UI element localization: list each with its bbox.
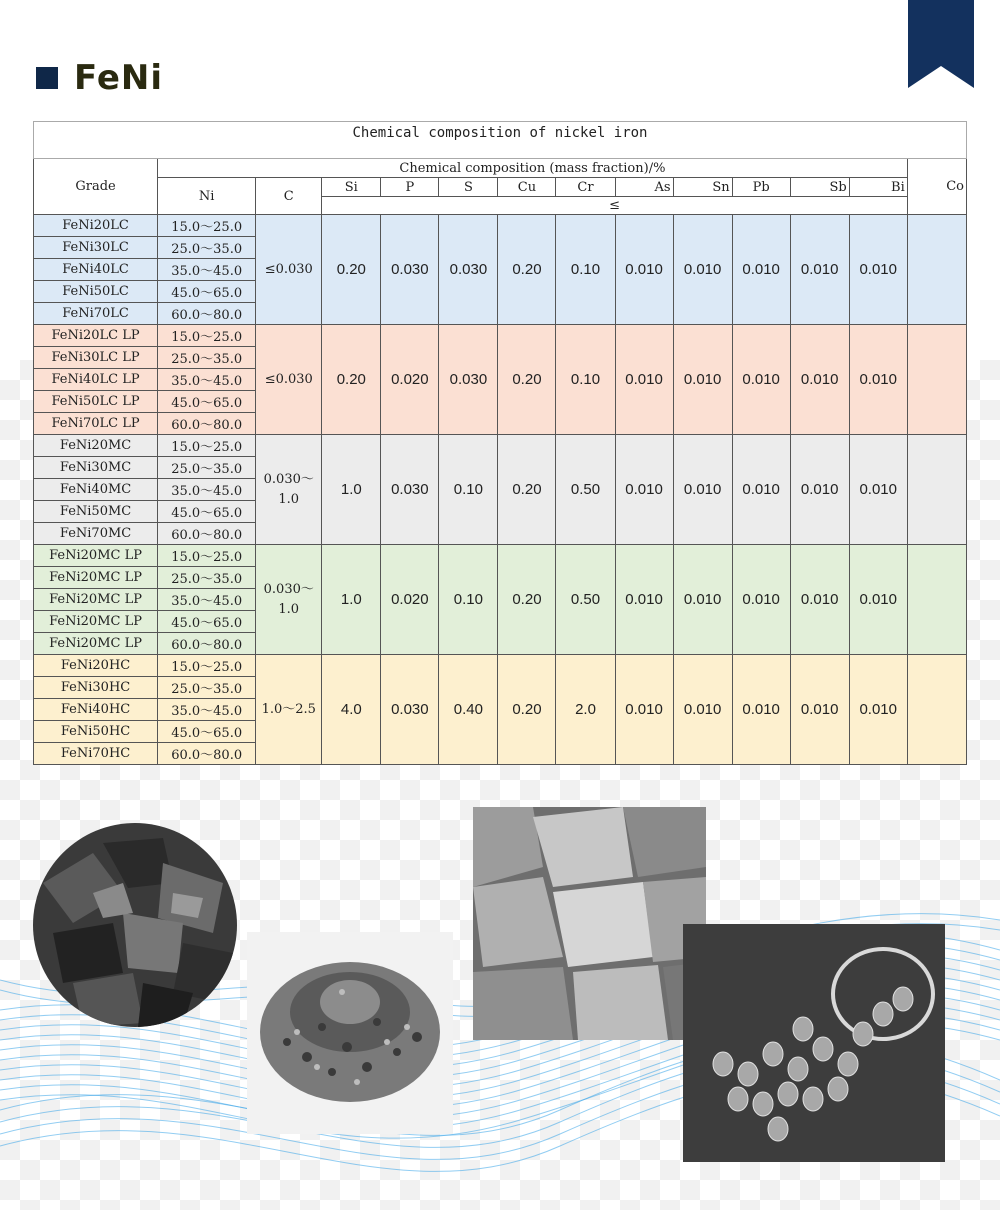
ni-range-cell: 60.0～80.0 — [158, 743, 256, 765]
ni-range-cell: 60.0～80.0 — [158, 523, 256, 545]
value-cell-cr: 0.50 — [556, 435, 615, 545]
ni-range-cell: 60.0～80.0 — [158, 633, 256, 655]
table-row — [34, 545, 967, 567]
value-cell-s: 0.030 — [439, 215, 498, 325]
value-cell-as: 0.010 — [615, 325, 673, 435]
carbon-cell-lc: ≤0.030 — [256, 215, 322, 325]
grade-cell: FeNi20MC LP — [34, 545, 158, 567]
column-header-co: Co — [907, 159, 966, 215]
value-cell-si: 1.0 — [322, 545, 381, 655]
column-header-bi: Bi — [849, 178, 907, 197]
ni-range-cell: 25.0～35.0 — [158, 567, 256, 589]
value-cell-sn: 0.010 — [673, 655, 732, 765]
value-cell-pb: 0.010 — [732, 435, 790, 545]
value-cell-pb: 0.010 — [732, 655, 790, 765]
grade-cell: FeNi20MC — [34, 435, 158, 457]
grade-cell: FeNi30MC — [34, 457, 158, 479]
ni-range-cell: 35.0～45.0 — [158, 369, 256, 391]
grade-cell: FeNi40LC — [34, 259, 158, 281]
value-cell-sn: 0.010 — [673, 215, 732, 325]
value-cell-p: 0.030 — [381, 655, 439, 765]
value-cell-s: 0.10 — [439, 545, 498, 655]
ni-range-cell: 25.0～35.0 — [158, 457, 256, 479]
grade-cell: FeNi20MC LP — [34, 633, 158, 655]
title-square-icon — [36, 67, 58, 89]
value-cell-p: 0.030 — [381, 215, 439, 325]
column-header-ni: Ni — [158, 178, 256, 215]
value-cell-p: 0.020 — [381, 325, 439, 435]
grade-cell: FeNi40MC — [34, 479, 158, 501]
column-header-cr: Cr — [556, 178, 615, 197]
value-cell-s: 0.10 — [439, 435, 498, 545]
ni-range-cell: 35.0～45.0 — [158, 259, 256, 281]
grade-cell: FeNi50LC — [34, 281, 158, 303]
le-symbol: ≤ — [322, 197, 907, 215]
value-cell-sn: 0.010 — [673, 325, 732, 435]
ni-range-cell: 15.0～25.0 — [158, 325, 256, 347]
table-row — [34, 435, 967, 457]
grade-cell: FeNi20MC LP — [34, 567, 158, 589]
value-cell-pb: 0.010 — [732, 545, 790, 655]
value-cell-cu: 0.20 — [498, 215, 556, 325]
value-cell-bi: 0.010 — [849, 545, 907, 655]
grade-cell: FeNi20HC — [34, 655, 158, 677]
value-cell-cr: 2.0 — [556, 655, 615, 765]
column-header-sn: Sn — [673, 178, 732, 197]
value-cell-as: 0.010 — [615, 545, 673, 655]
ni-range-cell: 15.0～25.0 — [158, 545, 256, 567]
value-cell-si: 1.0 — [322, 435, 381, 545]
ni-range-cell: 45.0～65.0 — [158, 721, 256, 743]
value-cell-pb: 0.010 — [732, 325, 790, 435]
ni-range-cell: 25.0～35.0 — [158, 237, 256, 259]
grade-cell: FeNi50MC — [34, 501, 158, 523]
value-cell-cu: 0.20 — [498, 545, 556, 655]
ni-range-cell: 45.0～65.0 — [158, 281, 256, 303]
value-cell-sb: 0.010 — [790, 325, 849, 435]
column-header-c: C — [256, 178, 322, 215]
granule-ferronickel-photo — [247, 932, 453, 1134]
value-cell-cu: 0.20 — [498, 435, 556, 545]
ni-range-cell: 45.0～65.0 — [158, 501, 256, 523]
grade-cell: FeNi40LC LP — [34, 369, 158, 391]
grade-cell: FeNi20MC LP — [34, 611, 158, 633]
ni-range-cell: 25.0～35.0 — [158, 347, 256, 369]
value-cell-bi: 0.010 — [849, 215, 907, 325]
grade-cell: FeNi70MC — [34, 523, 158, 545]
value-cell-co — [907, 655, 966, 765]
column-header-sb: Sb — [790, 178, 849, 197]
column-header-as: As — [615, 178, 673, 197]
value-cell-si: 0.20 — [322, 215, 381, 325]
value-cell-sn: 0.010 — [673, 435, 732, 545]
value-cell-cu: 0.20 — [498, 655, 556, 765]
value-cell-sb: 0.010 — [790, 545, 849, 655]
ni-range-cell: 15.0～25.0 — [158, 655, 256, 677]
column-header-p: P — [381, 178, 439, 197]
ni-range-cell: 45.0～65.0 — [158, 391, 256, 413]
value-cell-co — [907, 325, 966, 435]
value-cell-as: 0.010 — [615, 435, 673, 545]
value-cell-sb: 0.010 — [790, 655, 849, 765]
bookmark-ribbon-icon — [908, 0, 974, 88]
grade-cell: FeNi20LC — [34, 215, 158, 237]
value-cell-pb: 0.010 — [732, 215, 790, 325]
value-cell-co — [907, 545, 966, 655]
value-cell-p: 0.020 — [381, 545, 439, 655]
pellet-ferronickel-photo — [683, 924, 945, 1162]
value-cell-cr: 0.10 — [556, 325, 615, 435]
carbon-cell-mc: 0.030～1.0 — [256, 435, 322, 545]
column-header-si: Si — [322, 178, 381, 197]
value-cell-sn: 0.010 — [673, 545, 732, 655]
value-cell-sb: 0.010 — [790, 435, 849, 545]
page-title: FeNi — [74, 58, 164, 98]
group-header: Chemical composition (mass fraction)/% — [158, 159, 908, 178]
column-header-cu: Cu — [498, 178, 556, 197]
ni-range-cell: 35.0～45.0 — [158, 589, 256, 611]
value-cell-cr: 0.10 — [556, 215, 615, 325]
ni-range-cell: 15.0～25.0 — [158, 435, 256, 457]
value-cell-bi: 0.010 — [849, 435, 907, 545]
grade-cell: FeNi40HC — [34, 699, 158, 721]
value-cell-si: 4.0 — [322, 655, 381, 765]
carbon-cell-lc-lp: ≤0.030 — [256, 325, 322, 435]
value-cell-cu: 0.20 — [498, 325, 556, 435]
value-cell-as: 0.010 — [615, 655, 673, 765]
grade-cell: FeNi20LC LP — [34, 325, 158, 347]
grade-cell: FeNi70HC — [34, 743, 158, 765]
grade-cell: FeNi30LC LP — [34, 347, 158, 369]
ni-range-cell: 60.0～80.0 — [158, 413, 256, 435]
carbon-cell-hc: 1.0～2.5 — [256, 655, 322, 765]
value-cell-as: 0.010 — [615, 215, 673, 325]
value-cell-cr: 0.50 — [556, 545, 615, 655]
grade-header: Grade — [34, 159, 158, 215]
grade-cell: FeNi50HC — [34, 721, 158, 743]
ni-range-cell: 25.0～35.0 — [158, 677, 256, 699]
value-cell-sb: 0.010 — [790, 215, 849, 325]
grade-cell: FeNi30LC — [34, 237, 158, 259]
value-cell-si: 0.20 — [322, 325, 381, 435]
column-header-pb: Pb — [732, 178, 790, 197]
carbon-cell-mc-lp: 0.030～1.0 — [256, 545, 322, 655]
grade-cell: FeNi20MC LP — [34, 589, 158, 611]
value-cell-bi: 0.010 — [849, 655, 907, 765]
value-cell-s: 0.030 — [439, 325, 498, 435]
ni-range-cell: 60.0～80.0 — [158, 303, 256, 325]
table-caption: Chemical composition of nickel iron — [34, 122, 967, 159]
ni-range-cell: 35.0～45.0 — [158, 699, 256, 721]
ingot-ferronickel-photo — [473, 807, 706, 1040]
grade-cell: FeNi70LC LP — [34, 413, 158, 435]
ni-range-cell: 35.0～45.0 — [158, 479, 256, 501]
ni-range-cell: 15.0～25.0 — [158, 215, 256, 237]
ni-range-cell: 45.0～65.0 — [158, 611, 256, 633]
table-row — [34, 655, 967, 677]
value-cell-s: 0.40 — [439, 655, 498, 765]
grade-cell: FeNi50LC LP — [34, 391, 158, 413]
composition-table — [33, 121, 967, 765]
grade-cell: FeNi70LC — [34, 303, 158, 325]
lump-ferronickel-photo — [33, 823, 237, 1027]
table-row — [34, 215, 967, 237]
value-cell-co — [907, 215, 966, 325]
value-cell-co — [907, 435, 966, 545]
grade-cell: FeNi30HC — [34, 677, 158, 699]
value-cell-p: 0.030 — [381, 435, 439, 545]
table-row — [34, 325, 967, 347]
column-header-s: S — [439, 178, 498, 197]
page-header — [36, 58, 163, 98]
value-cell-bi: 0.010 — [849, 325, 907, 435]
